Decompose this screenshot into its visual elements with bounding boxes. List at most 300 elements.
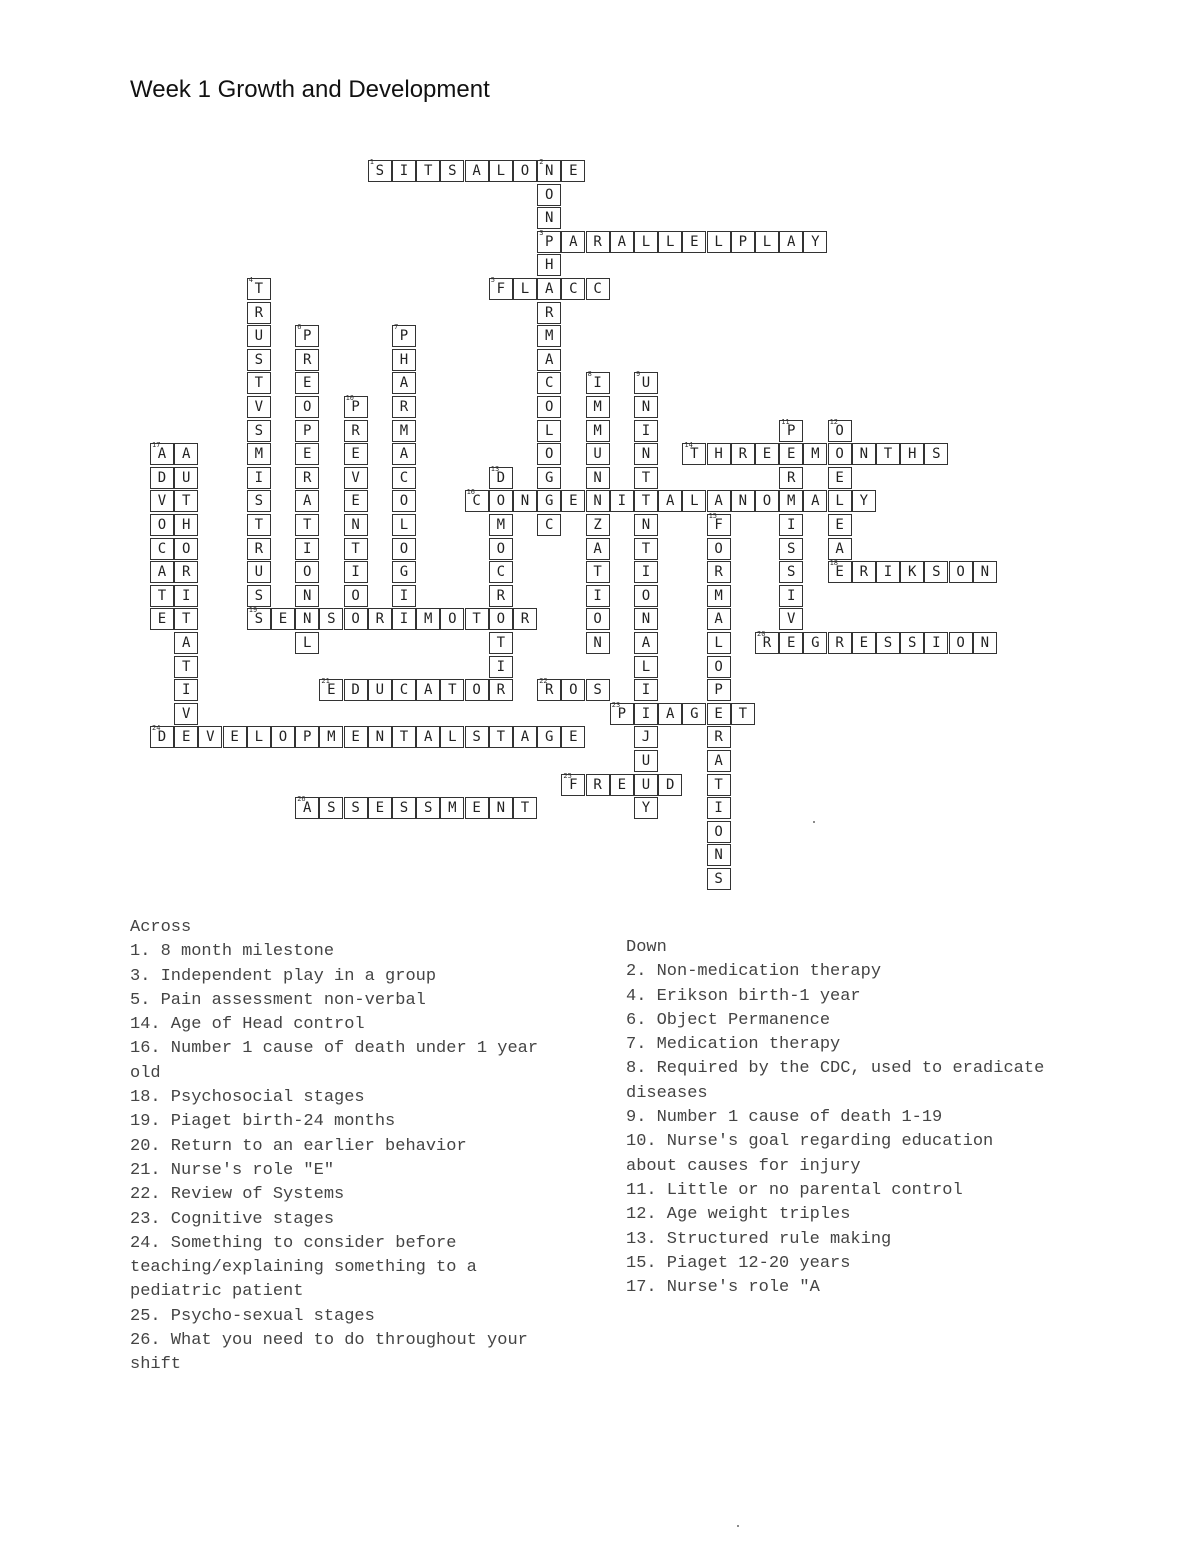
cell-letter: I [496,658,506,675]
cell-letter: D [351,682,360,699]
cell-letter: O [641,587,651,604]
crossword-cell [537,325,561,347]
crossword-cell [610,700,634,725]
cell-letter: C [157,540,167,557]
crossword-cell [949,561,973,583]
cell-letter: M [593,422,602,439]
cell-letter: T [472,611,481,628]
cell-letter: U [254,564,264,581]
crossword-cell [634,608,658,630]
cell-letter: M [714,587,723,604]
cell-letter: U [593,446,602,463]
cell-letter: A [811,493,820,510]
cell-letter: C [593,281,602,297]
cell-letter: V [181,705,191,722]
crossword-cell [779,514,803,536]
crossword-cell [755,632,779,654]
cell-letter: C [496,564,506,581]
cell-letter: S [254,587,264,604]
cell-letter: S [423,800,433,817]
crossword-cell [658,490,682,512]
crossword-cell [586,774,610,796]
cell-letter: I [786,517,796,533]
clue-number: 15 [708,512,718,520]
cell-letter: E [835,564,844,581]
crossword-cell [392,160,416,182]
cell-letter: I [181,587,191,604]
cell-letter: P [351,399,360,415]
cell-letter: L [714,635,723,651]
crossword-cell [489,490,513,512]
crossword-cell [247,278,271,300]
cell-letter: T [254,281,264,297]
down-clue: 10. Nurse's goal regarding education about causes for injury [626,1132,994,1176]
crossword-cell [150,585,174,607]
cell-letter: E [569,729,578,746]
crossword-cell [489,632,513,654]
crossword-cell [198,726,222,748]
cell-letter: R [544,682,554,699]
crossword-cell [561,490,585,512]
crossword-cell [416,160,440,182]
crossword-cell [586,396,610,418]
cell-letter: V [157,493,167,510]
cell-letter: A [665,705,675,722]
cell-letter: Y [811,233,820,250]
cell-letter: T [254,517,264,533]
cell-letter: L [714,233,723,250]
cell-letter: N [593,493,602,510]
cell-letter: T [181,493,191,510]
cell-letter: O [544,446,554,463]
across-clue: 5. Pain assessment non-verbal [130,990,426,1010]
crossword-cell [150,538,174,560]
cell-letter: N [714,847,723,864]
crossword-cell [852,561,876,583]
crossword-cell [682,490,706,512]
crossword-cell [779,467,803,489]
cell-letter: L [448,729,457,746]
cell-letter: S [907,635,917,651]
crossword-cell [561,160,585,182]
crossword-cell [465,679,489,701]
crossword-cell [489,160,513,182]
cell-letter: S [448,163,457,179]
crossword-cell [392,726,416,748]
crossword-cell [295,726,319,748]
clue-number: 22 [539,677,548,686]
cell-letter: R [593,233,602,250]
across-clue: 19. Piaget birth-24 months [130,1112,396,1132]
cell-letter: N [544,210,554,227]
crossword-cell [392,349,416,371]
clue-number: 5 [490,276,496,284]
cell-letter: E [835,517,844,533]
cell-letter: D [157,469,167,486]
crossword-cell [537,396,561,418]
cell-letter: L [641,658,651,675]
clue-number: 16 [466,488,476,497]
crossword-cell [150,467,174,489]
cell-letter: T [593,564,602,581]
crossword-cell [489,608,513,630]
cell-letter: M [254,446,264,463]
crossword-cell [537,184,561,206]
crossword-cell [779,443,803,465]
crossword-cell [586,514,610,536]
down-clue: 7. Medication therapy [626,1035,841,1055]
cell-letter: T [641,540,651,557]
crossword-cell [247,514,271,536]
clue-number: 17 [152,441,161,450]
crossword-cell [392,372,416,394]
cell-letter: R [762,635,772,651]
cell-letter: L [496,163,506,179]
cell-letter: S [593,682,602,699]
cell-letter: A [157,564,167,581]
crossword-cell [344,726,368,748]
crossword-cell [634,490,658,512]
cell-letter: N [496,800,506,817]
crossword-cell [537,372,561,394]
cell-letter: S [254,422,264,439]
cell-letter: E [569,493,578,510]
cell-letter: A [181,446,191,463]
crossword-cell [513,278,537,300]
cell-letter: T [181,658,191,675]
cell-letter: M [423,611,433,628]
cell-letter: R [496,682,506,699]
across-clue: 1. 8 month milestone [130,942,335,962]
crossword-cell [416,726,440,748]
crossword-cell [440,608,464,630]
crossword-cell [707,490,731,512]
cell-letter: S [472,729,481,746]
crossword-cell [537,726,561,748]
across-heading: Across [130,918,192,937]
crossword-cell [295,490,319,512]
crossword-cell [392,797,416,819]
crossword-cell [392,467,416,489]
crossword-cell [247,349,271,371]
crossword-cell [319,726,343,748]
crossword-cell [634,585,658,607]
crossword-cell [586,278,610,300]
cell-letter: A [714,493,723,510]
cell-letter: Y [859,493,869,510]
clue-number: 14 [684,441,693,450]
cell-letter: N [641,446,651,463]
crossword-cell [319,797,343,819]
crossword-cell [586,585,610,607]
cell-letter: O [762,493,772,510]
crossword-cell [755,443,779,465]
crossword-cell [707,585,731,607]
crossword-cell [174,679,198,701]
crossword-cell [634,443,658,465]
cell-letter: M [496,517,506,533]
crossword-cell [634,750,658,772]
cell-letter: I [254,469,264,486]
cell-letter: C [544,517,554,533]
cell-letter: F [714,517,723,533]
crossword-cell [658,774,682,796]
crossword-cell [247,608,271,630]
cell-letter: G [690,705,699,722]
cell-letter: G [544,729,554,746]
clue-number: 10 [345,394,355,402]
crossword-cell [295,514,319,536]
crossword-cell [489,561,513,583]
stray-mark [737,1525,739,1527]
crossword-cell [489,679,513,701]
crossword-cell [731,231,755,253]
cell-letter: M [399,422,409,439]
crossword-cell [561,679,585,701]
crossword-cell [779,490,803,512]
cell-letter: H [544,257,554,274]
crossword-cell [416,608,440,630]
crossword-cell [828,417,852,442]
cell-letter: O [593,611,602,628]
cell-letter: C [544,375,554,392]
cell-letter: T [157,587,167,604]
clue-number: 6 [297,323,302,332]
cell-letter: R [375,611,385,628]
crossword-cell [440,726,464,748]
cell-letter: H [181,517,191,533]
crossword-cell [707,821,731,843]
cell-letter: M [448,800,457,817]
crossword-cell [924,443,948,465]
cell-letter: O [496,611,506,628]
cell-letter: O [835,422,844,439]
crossword-cell [295,608,319,630]
crossword-cell [586,608,610,630]
crossword-cell [707,632,731,654]
crossword-cell [295,585,319,607]
cell-letter: I [351,564,360,581]
across-clue: 14. Age of Head control [130,1015,365,1035]
crossword-cell [755,490,779,512]
cell-letter: K [907,564,917,581]
cell-letter: N [593,635,602,651]
cell-letter: E [351,493,360,510]
clue-number: 21 [321,677,330,686]
crossword-cell [150,443,174,465]
cell-letter: E [786,635,796,651]
cell-letter: L [544,422,554,439]
crossword-cell [634,703,658,725]
crossword-cell [465,726,489,748]
across-clue: 21. Nurse's role "E" [130,1160,335,1180]
cell-letter: L [762,233,772,250]
crossword-cell [392,325,416,347]
across-clue: 23. Cognitive stages [130,1209,335,1229]
cell-letter: A [544,281,554,297]
cell-letter: N [641,399,651,415]
crossword-cell [610,490,634,512]
cell-letter: P [302,422,312,439]
across-clue: 16. Number 1 cause of death under 1 year old [130,1039,539,1083]
cell-letter: P [617,705,627,722]
cell-letter: S [932,446,941,463]
crossword-cell [779,608,803,630]
crossword-cell [392,420,416,442]
cell-letter: E [617,776,627,793]
cell-letter: L [399,517,409,533]
cell-letter: O [351,587,360,604]
crossword-cell [586,443,610,465]
cell-letter: E [351,446,360,463]
cell-letter: S [351,800,360,817]
crossword-cell [537,302,561,324]
down-clue: 11. Little or no parental control [626,1180,963,1200]
crossword-cell [924,561,948,583]
crossword-cell [247,420,271,442]
crossword-cell [828,443,852,465]
cell-letter: O [835,446,844,463]
crossword-cell [150,561,174,583]
cell-letter: A [520,729,530,746]
crossword-cell [634,372,658,394]
crossword-cell [658,703,682,725]
crossword-cell [537,420,561,442]
cell-letter: T [520,800,530,817]
cell-letter: E [157,611,167,628]
clue-number: 26 [297,795,306,804]
cell-letter: O [351,611,360,628]
cell-letter: R [544,304,554,321]
cell-letter: I [181,682,191,699]
cell-letter: A [544,351,554,368]
crossword-cell [610,774,634,796]
cell-letter: I [617,493,627,510]
cell-letter: R [302,351,312,368]
cell-letter: Z [593,517,602,533]
crossword-cell [707,797,731,819]
cell-letter: A [714,611,723,628]
crossword-cell [634,514,658,536]
clue-number: 18 [829,559,839,568]
crossword-cell [392,396,416,418]
cell-letter: O [544,399,554,415]
cell-letter: M [811,446,820,463]
down-clue: 6. Object Permanence [626,1010,831,1030]
crossword-cell [561,771,585,796]
crossword-cell [392,679,416,701]
crossword-cell [513,608,537,630]
crossword-cell [924,632,948,654]
crossword-cell [513,797,537,819]
cell-letter: A [157,446,167,463]
cell-letter: V [786,611,796,628]
cell-letter: A [617,233,627,250]
crossword-cell [344,514,368,536]
cell-letter: E [569,163,578,179]
cell-letter: U [641,375,651,392]
crossword-cell [803,443,827,465]
crossword-cell [586,231,610,253]
crossword-cell [537,228,561,253]
crossword-cell [247,538,271,560]
cell-letter: L [665,233,675,250]
crossword-cell [876,443,900,465]
crossword-cell [392,538,416,560]
cell-letter: T [738,705,748,722]
cell-letter: E [472,800,481,817]
cell-letter: U [181,469,191,486]
crossword-cell [537,349,561,371]
cell-letter: T [302,517,312,533]
crossword-cell [707,231,731,253]
cell-letter: R [714,564,723,581]
cell-letter: G [544,469,554,486]
crossword-cell [392,514,416,536]
crossword-cell [392,490,416,512]
cell-letter: I [593,375,602,392]
cell-letter: P [302,729,312,746]
cell-letter: R [835,635,844,651]
crossword-cell [876,632,900,654]
crossword-cell [828,467,852,489]
cell-letter: T [181,611,191,628]
crossword-cell [295,420,319,442]
crossword-cell [344,585,368,607]
crossword-cell [150,726,174,748]
cell-letter: R [302,469,312,486]
crossword-cell [852,490,876,512]
cell-letter: T [496,635,506,651]
crossword-cell [392,585,416,607]
down-heading: Down [626,938,667,957]
cell-letter: D [496,469,506,486]
crossword-cell [537,514,561,536]
crossword-cell [295,325,319,347]
crossword-cell [779,538,803,560]
crossword-cell [247,302,271,324]
crossword-cell [465,490,489,512]
crossword-cell [174,608,198,630]
crossword-cell [174,561,198,583]
cell-letter: N [738,493,748,510]
cell-letter: U [375,682,385,699]
cell-letter: M [544,328,554,345]
crossword-cell [392,608,416,630]
cell-letter: S [254,351,264,368]
crossword-cell [174,490,198,512]
cell-letter: H [399,351,409,368]
crossword-cell [368,797,392,819]
cell-letter: E [835,469,844,486]
crossword-cell [828,632,852,654]
crossword-cell [537,278,561,300]
cell-letter: S [254,611,264,628]
crossword-cell [707,726,731,748]
cell-letter: I [641,422,651,439]
cell-letter: E [786,446,796,463]
cell-letter: A [835,540,844,557]
crossword-cell [803,231,827,253]
cell-letter: O [714,823,723,840]
crossword-cell [586,632,610,654]
cell-letter: N [593,469,602,486]
cell-letter: I [399,587,409,604]
cell-letter: A [302,800,312,817]
cell-letter: A [472,163,481,179]
crossword-cell [707,844,731,866]
crossword-cell [634,231,658,253]
